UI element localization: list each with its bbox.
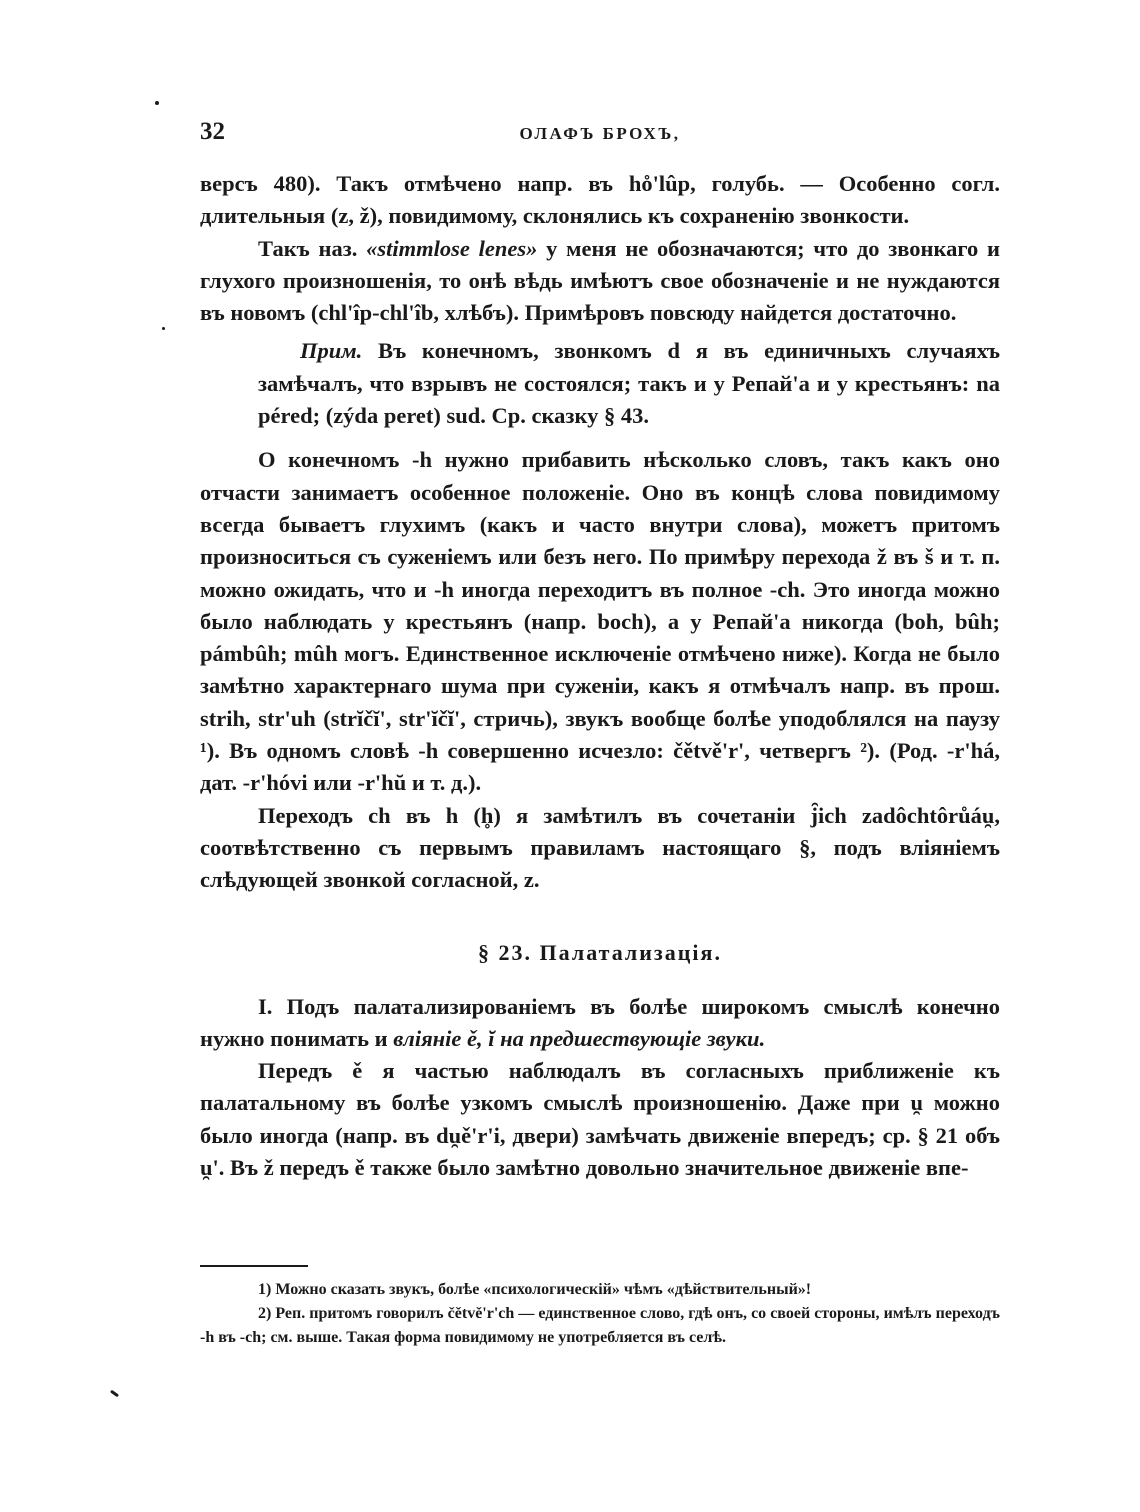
paragraph-text: у меня не обозначаются; что до звонкаго и глухого произношенія, то онѣ вѣдь имѣютъ свое обозначеніе и не нуждаются въ новомъ (chl'îp-chl'îb, хлѣбъ). Примѣровъ повсюду найдется достаточно. <box>200 235 1000 326</box>
paragraph: версъ 480). Такъ отмѣчено напр. въ ho̊'lûp, голубь. — Особенно согл. длительныя (z, ž), повидимому, склонялись къ сохраненію звонкости. <box>200 171 1000 229</box>
spacer <box>200 897 1000 937</box>
paragraph: Переходъ ch въ h (h̥) я замѣтилъ въ сочетаніи j̑ich zadôchtôrůáu̯, соотвѣтственно съ первымъ правиламъ настоящаго §, подъ вліяніемъ слѣдующей звонкой согласной, z. <box>200 802 1000 893</box>
paragraph <box>200 233 1000 330</box>
italic-phrase: вліяніе ě, ĭ на предшествующіе звуки. <box>393 1025 766 1051</box>
running-head: ОЛАФЪ БРОХЪ, <box>519 124 681 143</box>
margin-speck <box>162 327 165 330</box>
footnote-divider <box>200 1265 308 1267</box>
paragraph: Передъ ě я частью наблюдалъ въ согласныхъ приближеніе къ палатальному въ болѣе узкомъ смыслѣ произношенію. Даже при u̯ можно было иногда (напр. въ du̯ě'r'i, двери) замѣчать движеніе впередъ; ср. § 21 объ u̯'. Въ ž передъ ě также было замѣтно довольно значительное движеніе впе- <box>200 1058 1000 1181</box>
margin-speck <box>155 101 159 105</box>
footnote: 2) Реп. притомъ говорилъ čětvě'r'ch — единственное слово, гдѣ онъ, со своей стороны, имѣлъ переходъ -h въ -ch; см. выше. Такая форма повидимому не употребляется въ селѣ. <box>200 1305 1000 1346</box>
note-label: Прим. <box>300 338 363 364</box>
footnotes <box>200 1278 1000 1350</box>
note-text: Въ конечномъ, звонкомъ d я въ единичныхъ случаяхъ замѣчалъ, что взрывъ не состоялся; такъ и у Репай'а и у крестьянъ: na péred; (zýda peret) sud. Ср. сказку § 43. <box>258 338 1000 429</box>
paragraph: О конечномъ -h нужно прибавить нѣсколько словъ, такъ какъ оно отчасти занимаетъ особенное положеніе. Оно въ концѣ слова повидимому всегда бываетъ глухимъ (какъ и часто внутри слова), можетъ притомъ произноситься съ суженіемъ или безъ него. По примѣру перехода ž въ š и т. п. можно ожидать, что и -h иногда переходитъ въ полное -ch. Это иногда можно было наблюдать у крестьянъ (напр. boch), а у Репай'а никогда (boh, bûh; pámbûh; mûh могъ. Единственное исключеніе отмѣчено ниже). Когда не было замѣтно характернаго шума при суженіи, какъ я отмѣчалъ напр. въ прош. strih, str'uh (strĭčĭ', str'ĭčĭ', стричь), звукъ вообще болѣе уподоблялся на паузу ¹). Въ одномъ словѣ -h совершенно исчезло: čětvě'r', четвергъ ²). (Род. -r'há, дат. -r'hóvi или -r'hŭ и т. д.). <box>200 447 1000 796</box>
footnote: 1) Можно сказать звукъ, болѣе «психологическій» чѣмъ «дѣйствительный»! <box>258 1281 812 1298</box>
body-text <box>200 168 1000 1184</box>
note-paragraph <box>258 335 1000 432</box>
paragraph <box>200 991 1000 1056</box>
paragraph-text: I. Подъ палатализированіемъ въ болѣе широкомъ смыслѣ конечно нужно понимать и <box>200 993 1000 1051</box>
spacer <box>200 432 1000 444</box>
italic-term: «stimmlose lenes» <box>366 235 538 261</box>
note-block <box>258 335 1000 432</box>
section-heading: § 23. Палатализація. <box>478 939 722 965</box>
page-number: 32 <box>200 118 225 145</box>
page-header <box>200 118 1000 152</box>
spacer <box>200 969 1000 991</box>
paragraph-text: Такъ наз. <box>258 235 367 261</box>
margin-speck <box>110 1390 119 1398</box>
